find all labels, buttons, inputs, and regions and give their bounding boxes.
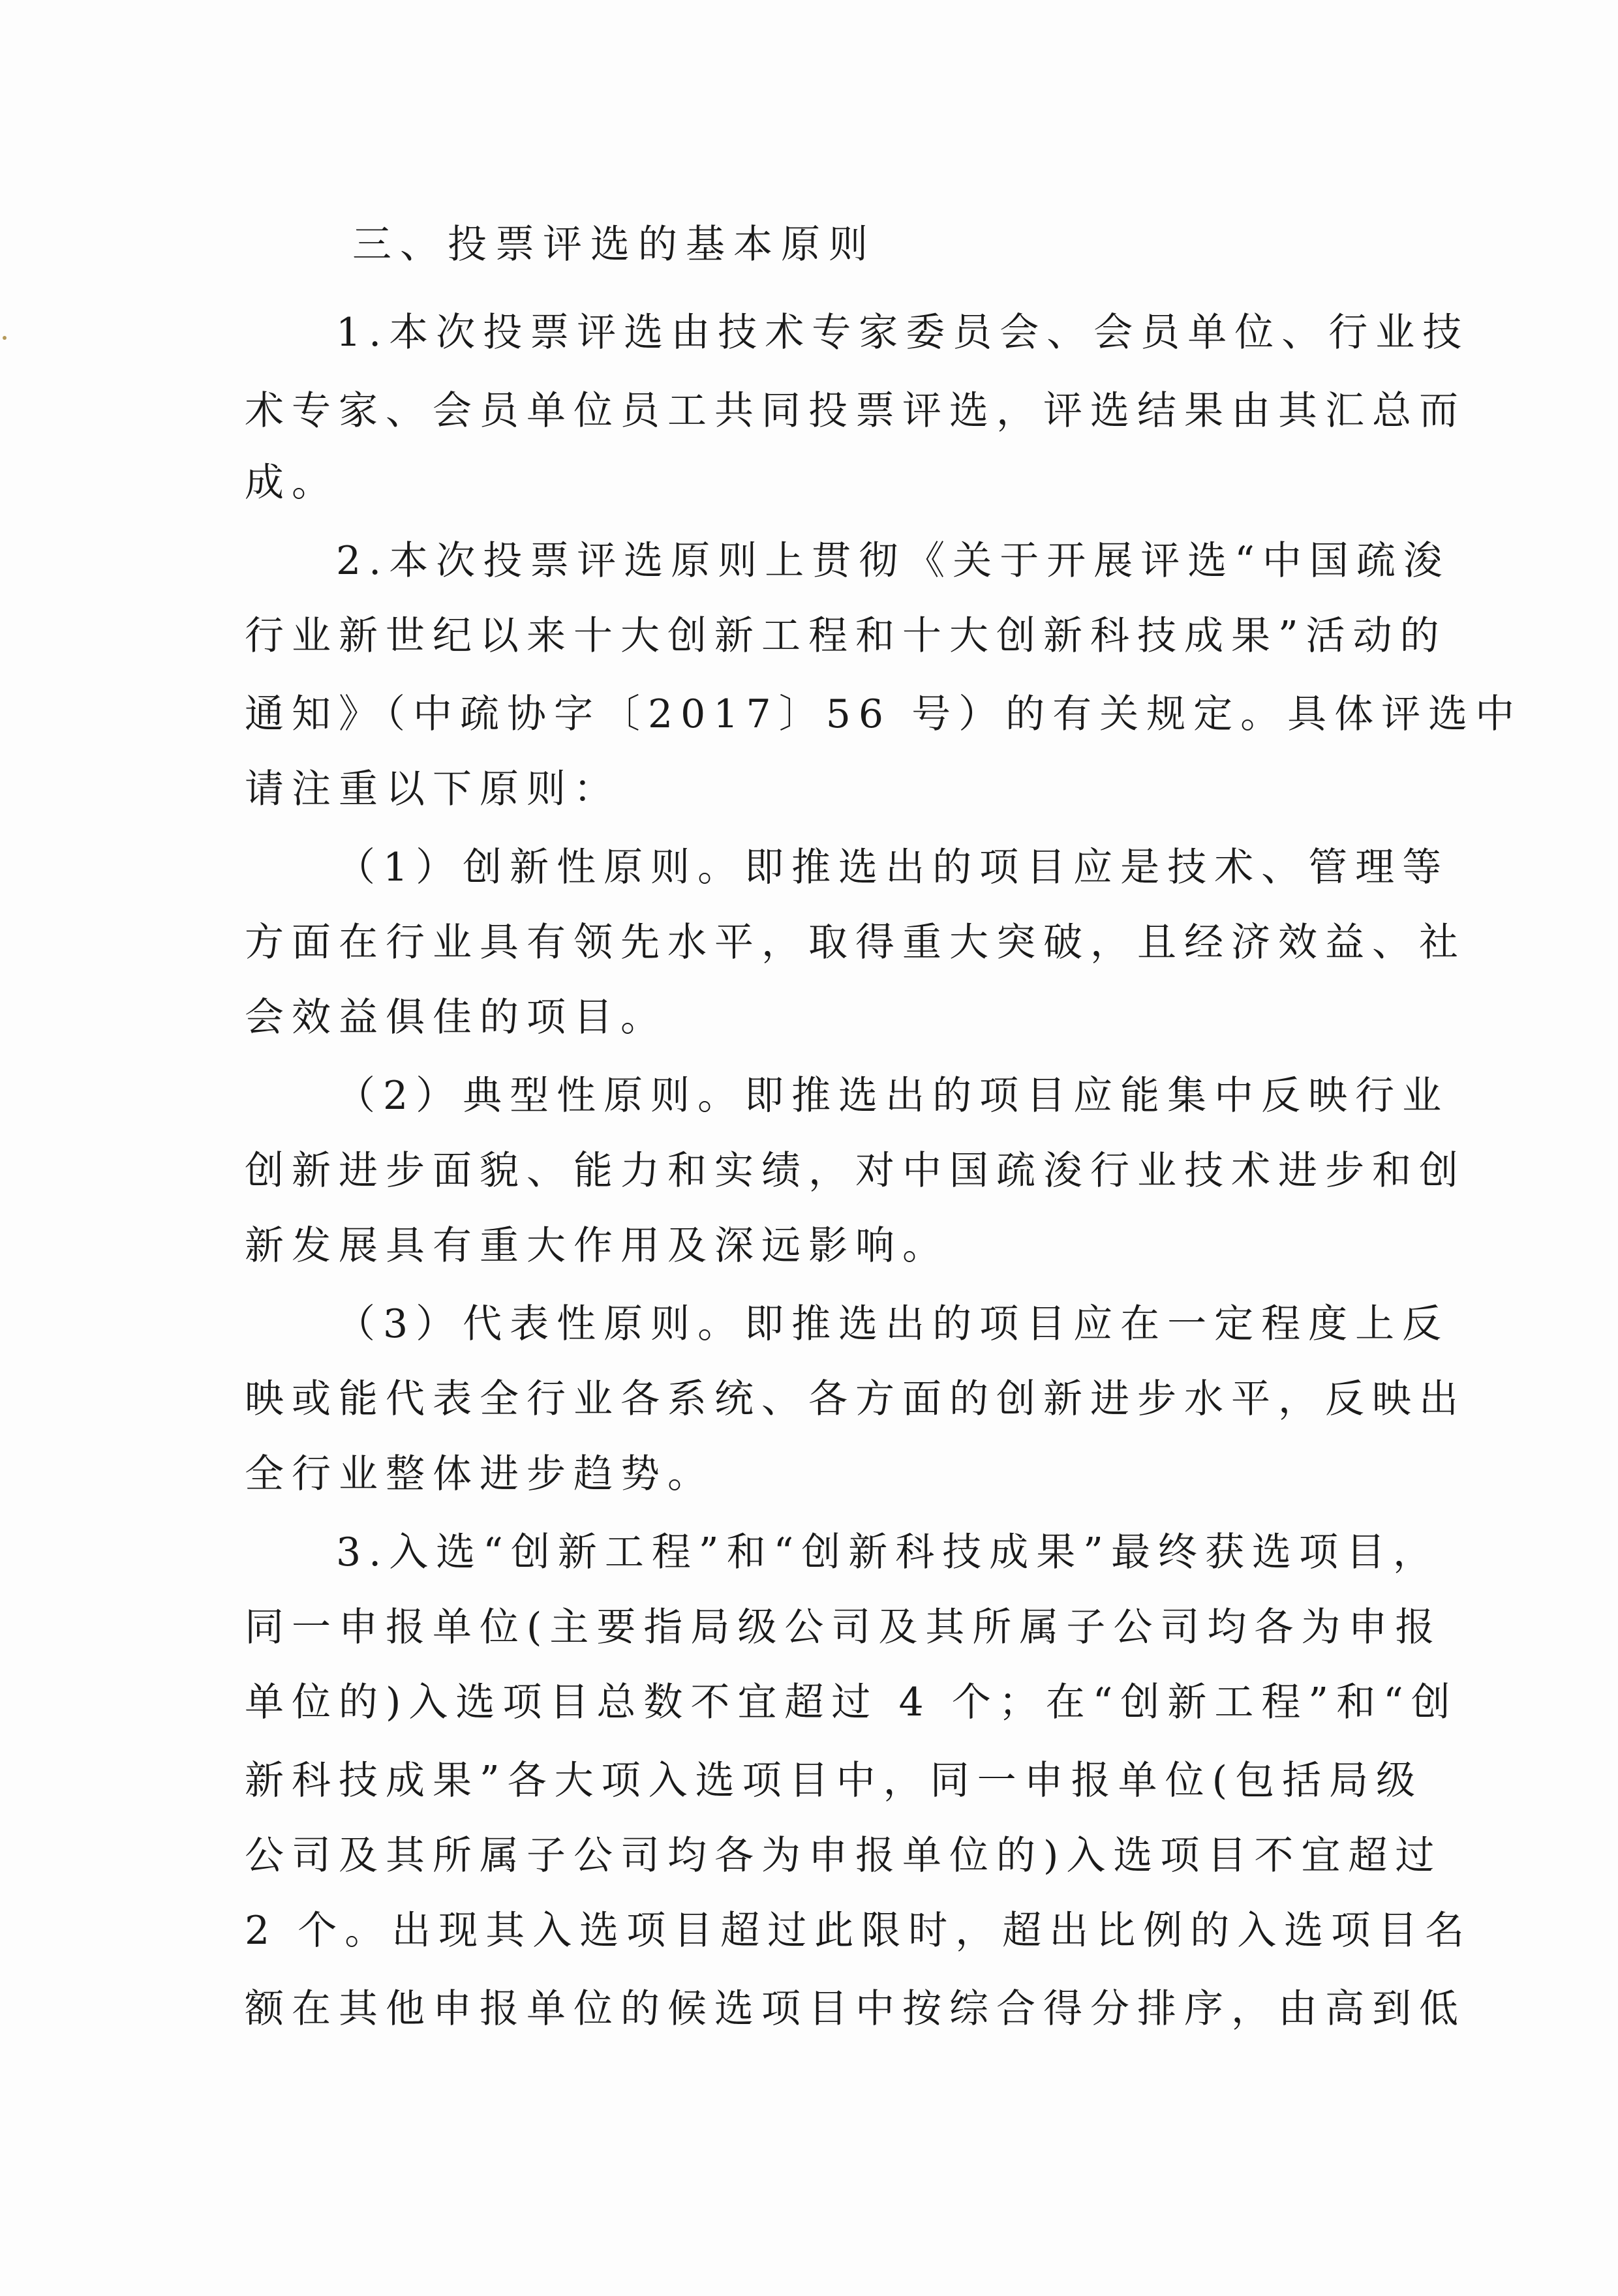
paragraph-line: 会效益俱佳的项目。 <box>245 995 667 1040</box>
paragraph-line: 创新进步面貌、能力和实绩，对中国疏浚行业技术进步和创 <box>245 1148 1466 1194</box>
paragraph-line: 同一申报单位(主要指局级公司及其所属子公司均各为申报 <box>245 1605 1442 1650</box>
paragraph-line: 公司及其所属子公司均各为申报单位的)入选项目不宜超过 <box>245 1833 1442 1879</box>
paragraph-line: 新发展具有重大作用及深远影响。 <box>245 1223 949 1269</box>
paragraph-line: （1）创新性原则。即推选出的项目应是技术、管理等 <box>336 845 1450 890</box>
paragraph-line: 3.入选“创新工程”和“创新科技成果”最终获选项目， <box>336 1530 1440 1575</box>
paragraph-line: 全行业整体进步趋势。 <box>245 1451 714 1497</box>
paragraph-line: 请注重以下原则： <box>245 766 620 812</box>
paragraph-line: 映或能代表全行业各系统、各方面的创新进步水平，反映出 <box>245 1376 1466 1422</box>
paragraph-line: 术专家、会员单位员工共同投票评选，评选结果由其汇总而 <box>245 388 1466 434</box>
paragraph-line: （2）典型性原则。即推选出的项目应能集中反映行业 <box>336 1073 1450 1119</box>
paragraph-line: （3）代表性原则。即推选出的项目应在一定程度上反 <box>336 1301 1450 1347</box>
paragraph-line: 方面在行业具有领先水平，取得重大突破，且经济效益、社 <box>245 920 1466 965</box>
paragraph-line: 成。 <box>245 460 339 506</box>
paragraph-line: 单位的)入选项目总数不宜超过 4 个；在“创新工程”和“创 <box>245 1680 1458 1725</box>
margin-mark <box>3 336 7 340</box>
paragraph-line: 额在其他申报单位的候选项目中按综合得分排序，由高到低 <box>245 1986 1466 2032</box>
paragraph-line: 2.本次投票评选原则上贯彻《关于开展评选“中国疏浚 <box>336 538 1450 584</box>
paragraph-line: 新科技成果”各大项入选项目中，同一申报单位(包括局级 <box>245 1758 1424 1804</box>
paragraph-line: 行业新世纪以来十大创新工程和十大创新科技成果”活动的 <box>245 613 1447 659</box>
paragraph-line: 1.本次投票评选由技术专家委员会、会员单位、行业技 <box>336 310 1470 355</box>
paragraph-line: 2 个。出现其入选项目超过此限时，超出比例的入选项目名 <box>245 1908 1473 1954</box>
section-heading: 三、投票评选的基本原则 <box>352 222 876 267</box>
paragraph-line: 通知》（中疏协字〔2017〕56 号）的有关规定。具体评选中 <box>245 691 1523 737</box>
